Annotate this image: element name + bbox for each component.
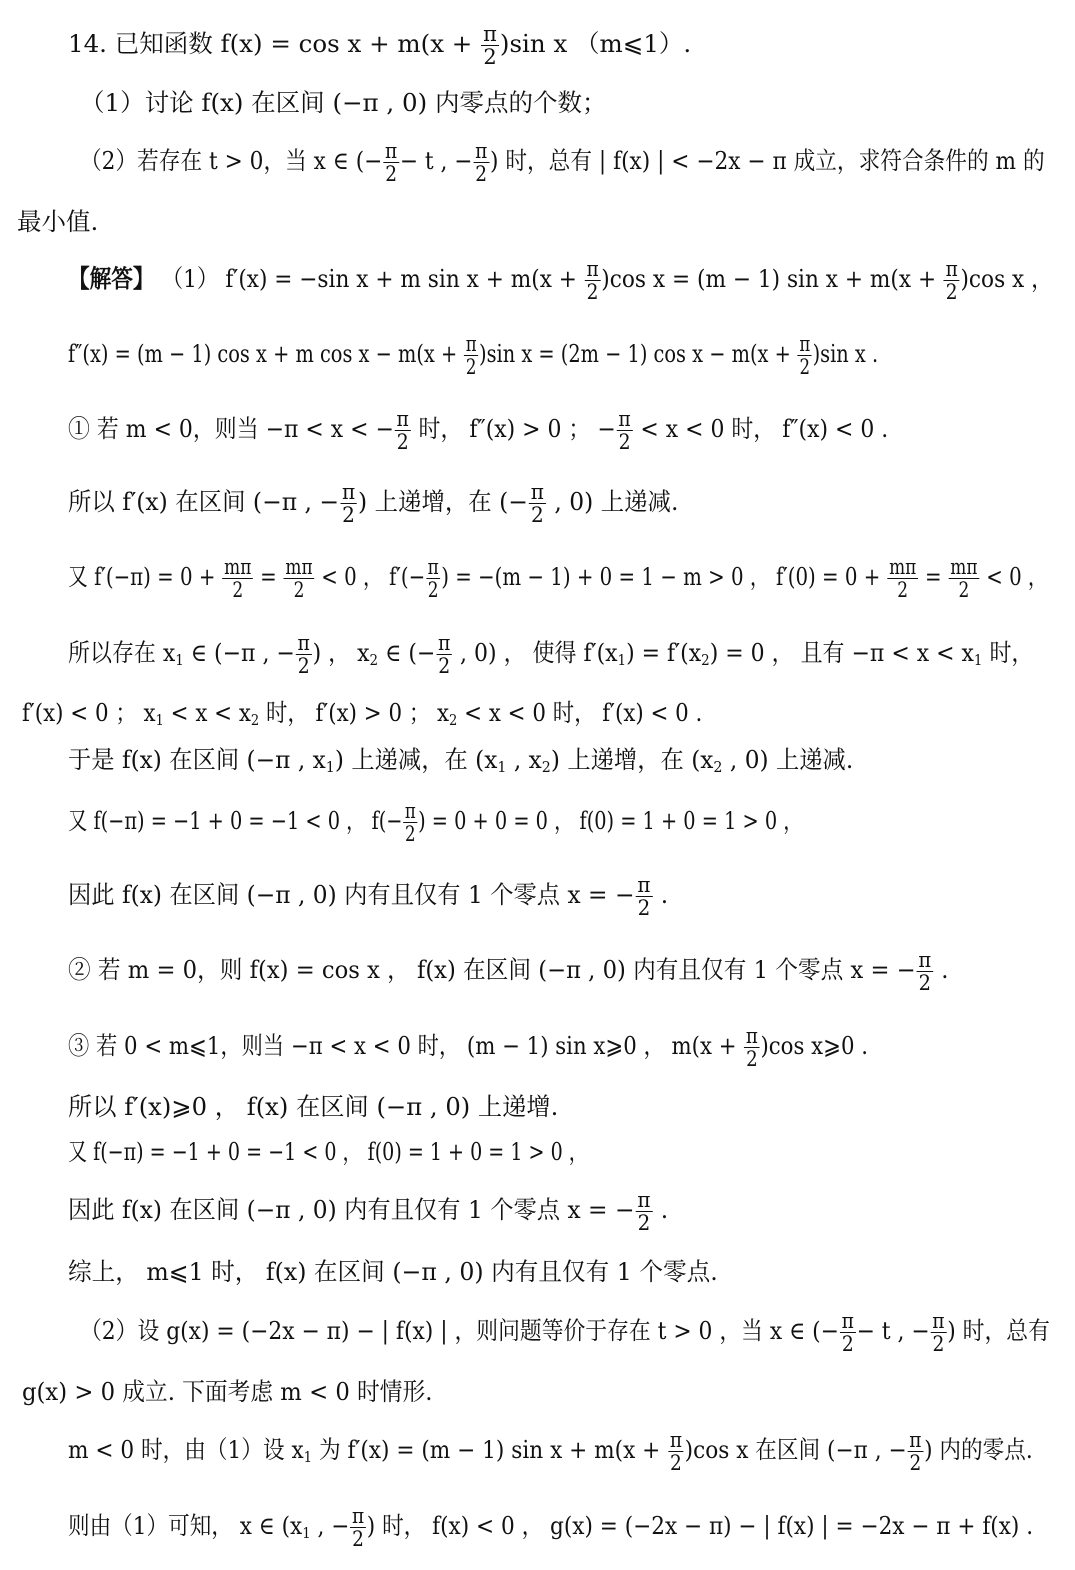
fraction [473,140,489,185]
subscript: 2 [701,650,710,669]
fraction-denominator: 2 [746,1046,758,1071]
text-run: f′(x) < 0 ； x [22,697,156,727]
fraction [744,1025,759,1070]
fraction-denominator: 2 [385,161,398,186]
fraction-denominator: 2 [932,1331,945,1356]
text-line [68,1136,588,1166]
text-line [80,87,607,117]
fraction-denominator: 2 [352,1526,364,1551]
fraction-denominator: 2 [342,502,355,527]
text-run: < x < x [163,697,251,727]
fraction-numerator: π [404,798,416,823]
fraction [464,333,478,378]
fraction-numerator: π [932,1308,945,1333]
fraction-numerator: π [438,630,451,655]
text-run: = [918,561,948,591]
text-line [68,1256,718,1286]
text-run: 时， f′(x) > 0 ； x [259,697,450,727]
text-line [68,1189,668,1234]
text-line [68,800,803,845]
subscript: 2 [250,710,260,729]
fraction-denominator: 2 [637,1210,651,1235]
fraction-denominator: 2 [465,354,477,379]
subscript: 1 [325,757,335,776]
fraction-denominator: 2 [958,577,970,602]
text-line [68,1091,559,1121]
text-run: ∈ (−π , − [183,637,295,667]
fraction-numerator: mπ [950,554,978,579]
text-run: 于是 f(x) 在区间 (−π , x [68,744,326,774]
text-line [68,632,1033,677]
section-label: 【解答】 [68,263,155,293]
text-run: （2）设 g(x) = (−2x − π) − | f(x) | ，则问题等价于存在 t > 0 ，当 x ∈ (− [80,1315,839,1345]
fraction-numerator: π [351,1503,365,1528]
fraction-numerator: π [385,138,398,163]
fraction-denominator: 2 [232,577,244,602]
text-run: ) 时， f(x) < 0 ， g(x) = (−2x − π) − | f(x) | = −2x − π + f(x) . [366,1510,1034,1540]
text-run: ) ， x [312,637,370,667]
text-run: < x < 0 时， f′(x) < 0 . [457,697,703,727]
fraction [481,23,499,68]
fraction-denominator: 2 [918,970,932,995]
fraction-numerator: π [909,1427,922,1452]
subscript: 1 [302,1523,311,1542]
text-run: , − [310,1510,350,1540]
text-line [68,481,678,526]
text-run: = [253,561,283,591]
fraction-denominator: 2 [841,1331,854,1356]
fraction-denominator: 2 [427,577,439,602]
fraction-numerator: π [297,630,310,655]
fraction-numerator: mπ [285,554,313,579]
text-run: − t , − [856,1315,930,1345]
fraction-numerator: π [475,138,488,163]
fraction-denominator: 2 [945,279,958,304]
fraction-numerator: π [669,1427,683,1452]
text-line [68,874,668,919]
text-run: 综上， m⩽1 时， f(x) 在区间 (−π , 0) 内有且仅有 1 个零点. [68,1256,718,1286]
subscript: 2 [713,757,723,776]
text-run: ) = 0 + 0 = 0 ， f(0) = 1 + 0 = 1 > 0 ， [418,805,803,835]
fraction [284,556,314,601]
fraction-denominator: 2 [670,1450,682,1475]
text-line [68,949,948,994]
text-run: 又 f(−π) = −1 + 0 = −1 < 0 ， f(− [68,805,403,835]
fraction [585,258,601,303]
text-run: , x [506,744,542,774]
text-line [68,744,854,776]
text-run: )cos x 在区间 (−π , − [684,1434,907,1464]
text-run: 又 f′(−π) = 0 + [68,561,222,591]
text-run: 又 f(−π) = −1 + 0 = −1 < 0 ， f(0) = 1 + 0 = 1 > 0 ， [68,1136,588,1166]
text-run: 所以 f′(x)⩾0 ， f(x) 在区间 (−π , 0) 上递增. [68,1091,559,1121]
text-run: g(x) > 0 成立. 下面考虑 m < 0 时情形. [22,1376,433,1406]
fraction-denominator: 2 [475,161,488,186]
text-run: < 0 ， f′(− [315,561,426,591]
fraction [917,949,933,994]
fraction [383,140,399,185]
fraction-numerator: π [745,1023,758,1048]
text-run: ) 时，总有 | f(x) | < −2x − π 成立，求符合条件的 m 的 [489,145,1045,175]
fraction-denominator: 2 [618,429,631,454]
text-run: 时， f″(x) > 0 ； − [411,413,616,443]
subscript: 1 [497,757,507,776]
text-run: m < 0 时，由（1）设 x [68,1434,304,1464]
fraction [840,1310,856,1355]
text-run: ) = f′(x [626,637,702,667]
fraction-numerator: π [841,1308,854,1333]
fraction-numerator: π [586,256,599,281]
text-run: . [653,1194,669,1224]
text-run: . [933,954,949,984]
text-run: )sin x . [812,338,879,368]
text-run: , 0) ， 使得 f′(x [453,637,618,667]
subscript: 1 [303,1447,313,1466]
fraction [931,1310,947,1355]
fraction-numerator: mπ [224,554,252,579]
text-run: )sin x （m⩽1）. [499,28,692,58]
text-run: 所以 f′(x) 在区间 (−π , − [68,486,340,516]
fraction [635,874,652,919]
fraction-denominator: 2 [293,577,305,602]
text-run: )cos x = (m − 1) sin x + m(x + [601,263,943,293]
text-run: ) 上递减，在 (x [334,744,498,774]
text-line [68,1429,1033,1474]
text-run: f″(x) = (m − 1) cos x + m cos x − m(x + [68,338,464,368]
text-run: 为 f′(x) = (m − 1) sin x + m(x + [312,1434,668,1464]
text-run: )cos x ， [960,263,1053,293]
text-run: ② 若 m = 0，则 f(x) = cos x ， f(x) 在区间 (−π , 0) 内有且仅有 1 个零点 x = − [68,954,916,984]
text-run: （1）讨论 f(x) 在区间 (−π , 0) 内零点的个数； [80,87,607,117]
text-line [80,140,1045,185]
fraction [944,258,960,303]
text-run: )sin x = (2m − 1) cos x − m(x + [479,338,797,368]
text-line [22,697,703,729]
fraction [887,556,917,601]
subscript: 1 [175,650,184,669]
fraction-denominator: 2 [396,429,409,454]
fraction-denominator: 2 [586,279,599,304]
text-run: < x < 0 时， f″(x) < 0 . [633,413,889,443]
fraction-denominator: 2 [897,577,909,602]
fraction [403,800,417,845]
text-run: < 0 ， [979,561,1048,591]
subscript: 2 [541,757,551,776]
text-line [68,23,691,68]
fraction-numerator: π [530,479,545,504]
text-line [68,556,1048,601]
text-run: 时， [982,637,1034,667]
fraction [223,556,253,601]
fraction [395,408,411,453]
fraction-denominator: 2 [483,44,497,69]
fraction-numerator: π [945,256,958,281]
text-run: . [653,879,669,909]
fraction-denominator: 2 [909,1450,922,1475]
fraction-denominator: 2 [438,653,451,678]
fraction-denominator: 2 [405,821,416,846]
fraction-numerator: π [618,406,631,431]
subscript: 2 [449,710,458,729]
text-run: 则由（1）可知， x ∈ (x [68,1510,303,1540]
text-run: 因此 f(x) 在区间 (−π , 0) 内有且仅有 1 个零点 x = − [68,879,635,909]
text-run: 14. 已知函数 f(x) = cos x + m(x + [68,28,481,58]
fraction [426,556,440,601]
text-run: , 0) 上递减. [722,744,854,774]
subscript: 1 [155,710,164,729]
fraction-numerator: π [637,1187,651,1212]
text-run: )cos x⩾0 . [760,1030,868,1060]
text-run: − t , − [399,145,473,175]
fraction [436,632,452,677]
text-run: ) 时，总有 [947,1315,1050,1345]
fraction [529,481,546,526]
text-run: ) = −(m − 1) + 0 = 1 − m > 0 ， f′(0) = 0 + [441,561,887,591]
fraction-numerator: π [396,406,409,431]
text-run: ① 若 m < 0，则当 −π < x < − [68,413,394,443]
fraction-numerator: π [427,554,439,579]
fraction [635,1189,652,1234]
text-run: （2）若存在 t > 0，当 x ∈ (− [80,145,383,175]
text-run: ) = 0 ， 且有 −π < x < x [709,637,974,667]
subscript: 1 [617,650,627,669]
text-line [80,1310,1050,1355]
text-run: （1） f′(x) = −sin x + m sin x + m(x + [154,263,584,293]
text-run: ) 上递增，在 (− [358,486,528,516]
subscript: 2 [369,650,379,669]
text-run: 因此 f(x) 在区间 (−π , 0) 内有且仅有 1 个零点 x = − [68,1194,635,1224]
text-line [68,408,888,453]
fraction-denominator: 2 [531,502,544,527]
fraction-denominator: 2 [297,653,310,678]
fraction [949,556,979,601]
text-line [68,1025,868,1070]
fraction-numerator: π [637,872,651,897]
fraction [350,1505,366,1550]
fraction-numerator: π [341,479,356,504]
fraction-numerator: π [799,331,811,356]
text-line [17,206,99,236]
subscript: 1 [973,650,983,669]
text-line [68,258,1053,303]
text-run: ) 内的零点. [924,1434,1033,1464]
fraction [907,1429,923,1474]
text-run: ③ 若 0 < m⩽1，则当 −π < x < 0 时， (m − 1) sin x⩾0 ， m(x + [68,1030,744,1060]
text-line [22,1376,433,1406]
text-run: 所以存在 x [68,637,176,667]
text-run: , 0) 上递减. [546,486,679,516]
text-run: 最小值. [17,206,99,236]
text-line [68,333,878,378]
fraction-numerator: π [918,947,932,972]
fraction [296,632,312,677]
fraction-numerator: π [465,331,477,356]
fraction [340,481,357,526]
fraction-denominator: 2 [799,354,811,379]
fraction [798,333,812,378]
fraction [668,1429,684,1474]
text-run: ) 上递增，在 (x [550,744,714,774]
fraction-denominator: 2 [637,895,651,920]
text-line [68,1505,1033,1550]
fraction [617,408,633,453]
fraction-numerator: π [483,21,497,46]
text-run: ∈ (− [378,637,436,667]
fraction-numerator: mπ [889,554,917,579]
